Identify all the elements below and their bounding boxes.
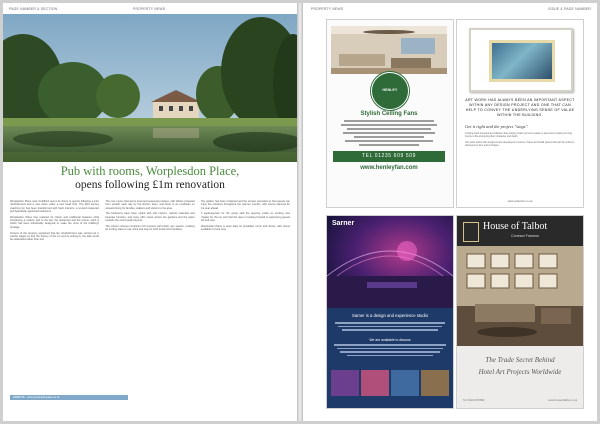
sarner-body-text: [333, 322, 447, 333]
running-header-left: PAGE NUMBER & SECTION: [9, 7, 58, 11]
sarner-panel-title: Sarner is a design and experience studio: [352, 313, 428, 318]
paragraph: The interior scheme combines rich textures with bright, airy spaces, creating an inviting place to eat, drink and stay for both locals and travellers.: [105, 224, 195, 232]
talbot-contact: [463, 399, 577, 402]
talbot-header: [457, 216, 583, 246]
talbot-telephone[interactable]: Tel: 01234 567890: [463, 399, 485, 402]
artwork-tagline: Get it right and the project "sings".: [465, 124, 529, 129]
country-house-lake-image: [3, 14, 297, 162]
thumbnail: [331, 370, 359, 396]
talbot-tagline-1: The Trade Secret Behind: [485, 356, 555, 364]
paragraph: A spokesperson for the group said the opening marks an exciting new chapter for the inn and that the team is looking forward to welcoming guests old and new.: [200, 212, 290, 223]
article-column-3: [201, 200, 290, 388]
hero-photo: [3, 14, 297, 162]
henley-logo-badge: [371, 72, 409, 110]
thumbnail: [361, 370, 389, 396]
article-subheadline: opens following £1m renovation: [75, 179, 225, 191]
thumbnail: [391, 370, 419, 396]
artwork-body: [465, 132, 575, 149]
sarner-subheading: We are available to discuss: [369, 338, 411, 342]
framed-artwork-image: [469, 28, 573, 92]
running-header-section: PROPERTY NEWS: [133, 7, 166, 11]
paragraph: The new menu champions local and seasonal produce, with dishes prepared from scratch each day by the kitchen team, and there is an emphasis on relaxed dining for families, walkers and visitors to the area.: [105, 200, 195, 210]
paragraph: The bedrooms have been styled with soft colours, natural materials and bespoke furniture, and many offer views across the gardens and the water towards the countryside beyond.: [105, 212, 195, 223]
artwork-headline: ART WORK HAS ALWAYS BEEN AN IMPORTANT ASPECT WITHIN ANY DESIGN PROJECT AND ONE THAT CAN HELP TO CONVEY THE UNDERLYING SENSE OF VALUE WITHIN THE BUILDING.: [465, 98, 575, 117]
hotel-lounge-image: [457, 246, 583, 346]
article-headline: Pub with rooms, Worplesdon Place,: [60, 164, 240, 178]
henley-website-link[interactable]: www.henleyfan.com: [360, 165, 418, 171]
paragraph: Worplesdon Place near Guildford opens its doors to guests following a £1m refurbishment and a new vision under a new head chef. The 16th century coaching inn has been transformed with fresh interiors, a revived restaurant and beautifully appointed bedrooms.: [10, 200, 100, 214]
talbot-tagline-2: Hotel Art Projects Worldwide: [478, 368, 562, 376]
sarner-advert[interactable]: [326, 215, 454, 409]
paragraph: Worplesdon Place has retained its charm and traditional features while introducing a modern feel to the bar, the restaurant and the rooms, each of which has been individually designed to make the most of the building's heritage.: [10, 215, 100, 229]
henley-body-text: [339, 120, 439, 148]
paragraph: Owners of the property explained that the refurbishment was carried out in careful stages so that the history of the inn and its setting by the lake would be celebrated rather than lost.: [10, 231, 100, 242]
sarner-logo: Sarner: [332, 220, 355, 227]
paragraph: Worplesdon Place is open daily for breakfast, lunch and dinner, with rooms available to book now.: [200, 224, 290, 232]
living-room-image: [331, 26, 447, 74]
talbot-logo-icon: [463, 222, 479, 242]
henley-badge-text: HENLEY: [382, 88, 398, 92]
henley-title: Stylish Ceiling Fans: [360, 111, 418, 117]
left-page: [3, 3, 297, 421]
talbot-brand-name: House of Talbot: [483, 221, 548, 232]
house-of-talbot-advert[interactable]: [456, 215, 584, 409]
henley-fans-advert[interactable]: [326, 19, 454, 208]
sarner-body-text-2: [333, 344, 447, 358]
paragraph: The garden has been replanted and the terrace extended so that guests can enjoy the outdoors throughout the warmer months, with events planned for the year ahead.: [200, 200, 290, 210]
right-page: [303, 3, 597, 421]
sarner-thumbnails: [331, 370, 449, 396]
sarner-info-panel: [327, 308, 453, 408]
paragraph: A framed and mounted art collection has a large impact on how a space is perceived, helping to bring rooms to life and giving them character and depth.: [465, 132, 572, 139]
article-column-1: [10, 200, 99, 388]
artwork-advert[interactable]: [456, 19, 584, 208]
article-website-bar[interactable]: WEBSITE · www.worplesdonplace.co.uk: [10, 395, 128, 400]
sarner-hero-image: [327, 216, 453, 308]
talbot-interior-photo: [457, 246, 583, 346]
article-body: [10, 200, 290, 388]
article-column-2: [105, 200, 194, 388]
running-header-right: ISSUE & PAGE NUMBER: [548, 7, 591, 11]
talbot-subtitle: Contract Framers: [511, 234, 539, 238]
paragraph: Our team works with designers and developers to source, frame and install pieces that suit the scheme, delivered on time and to budget.: [465, 140, 575, 147]
talbot-website-link[interactable]: www.houseoftalbot.co.uk: [548, 399, 577, 402]
artwork-website-link[interactable]: www.artworks.co.uk: [507, 199, 533, 203]
henley-telephone[interactable]: TEL 01235 609 509: [333, 151, 445, 162]
interior-photo: [331, 26, 447, 74]
thumbnail: [421, 370, 449, 396]
running-header-section: PROPERTY NEWS: [311, 7, 344, 11]
illuminated-venue-image: [327, 216, 453, 308]
